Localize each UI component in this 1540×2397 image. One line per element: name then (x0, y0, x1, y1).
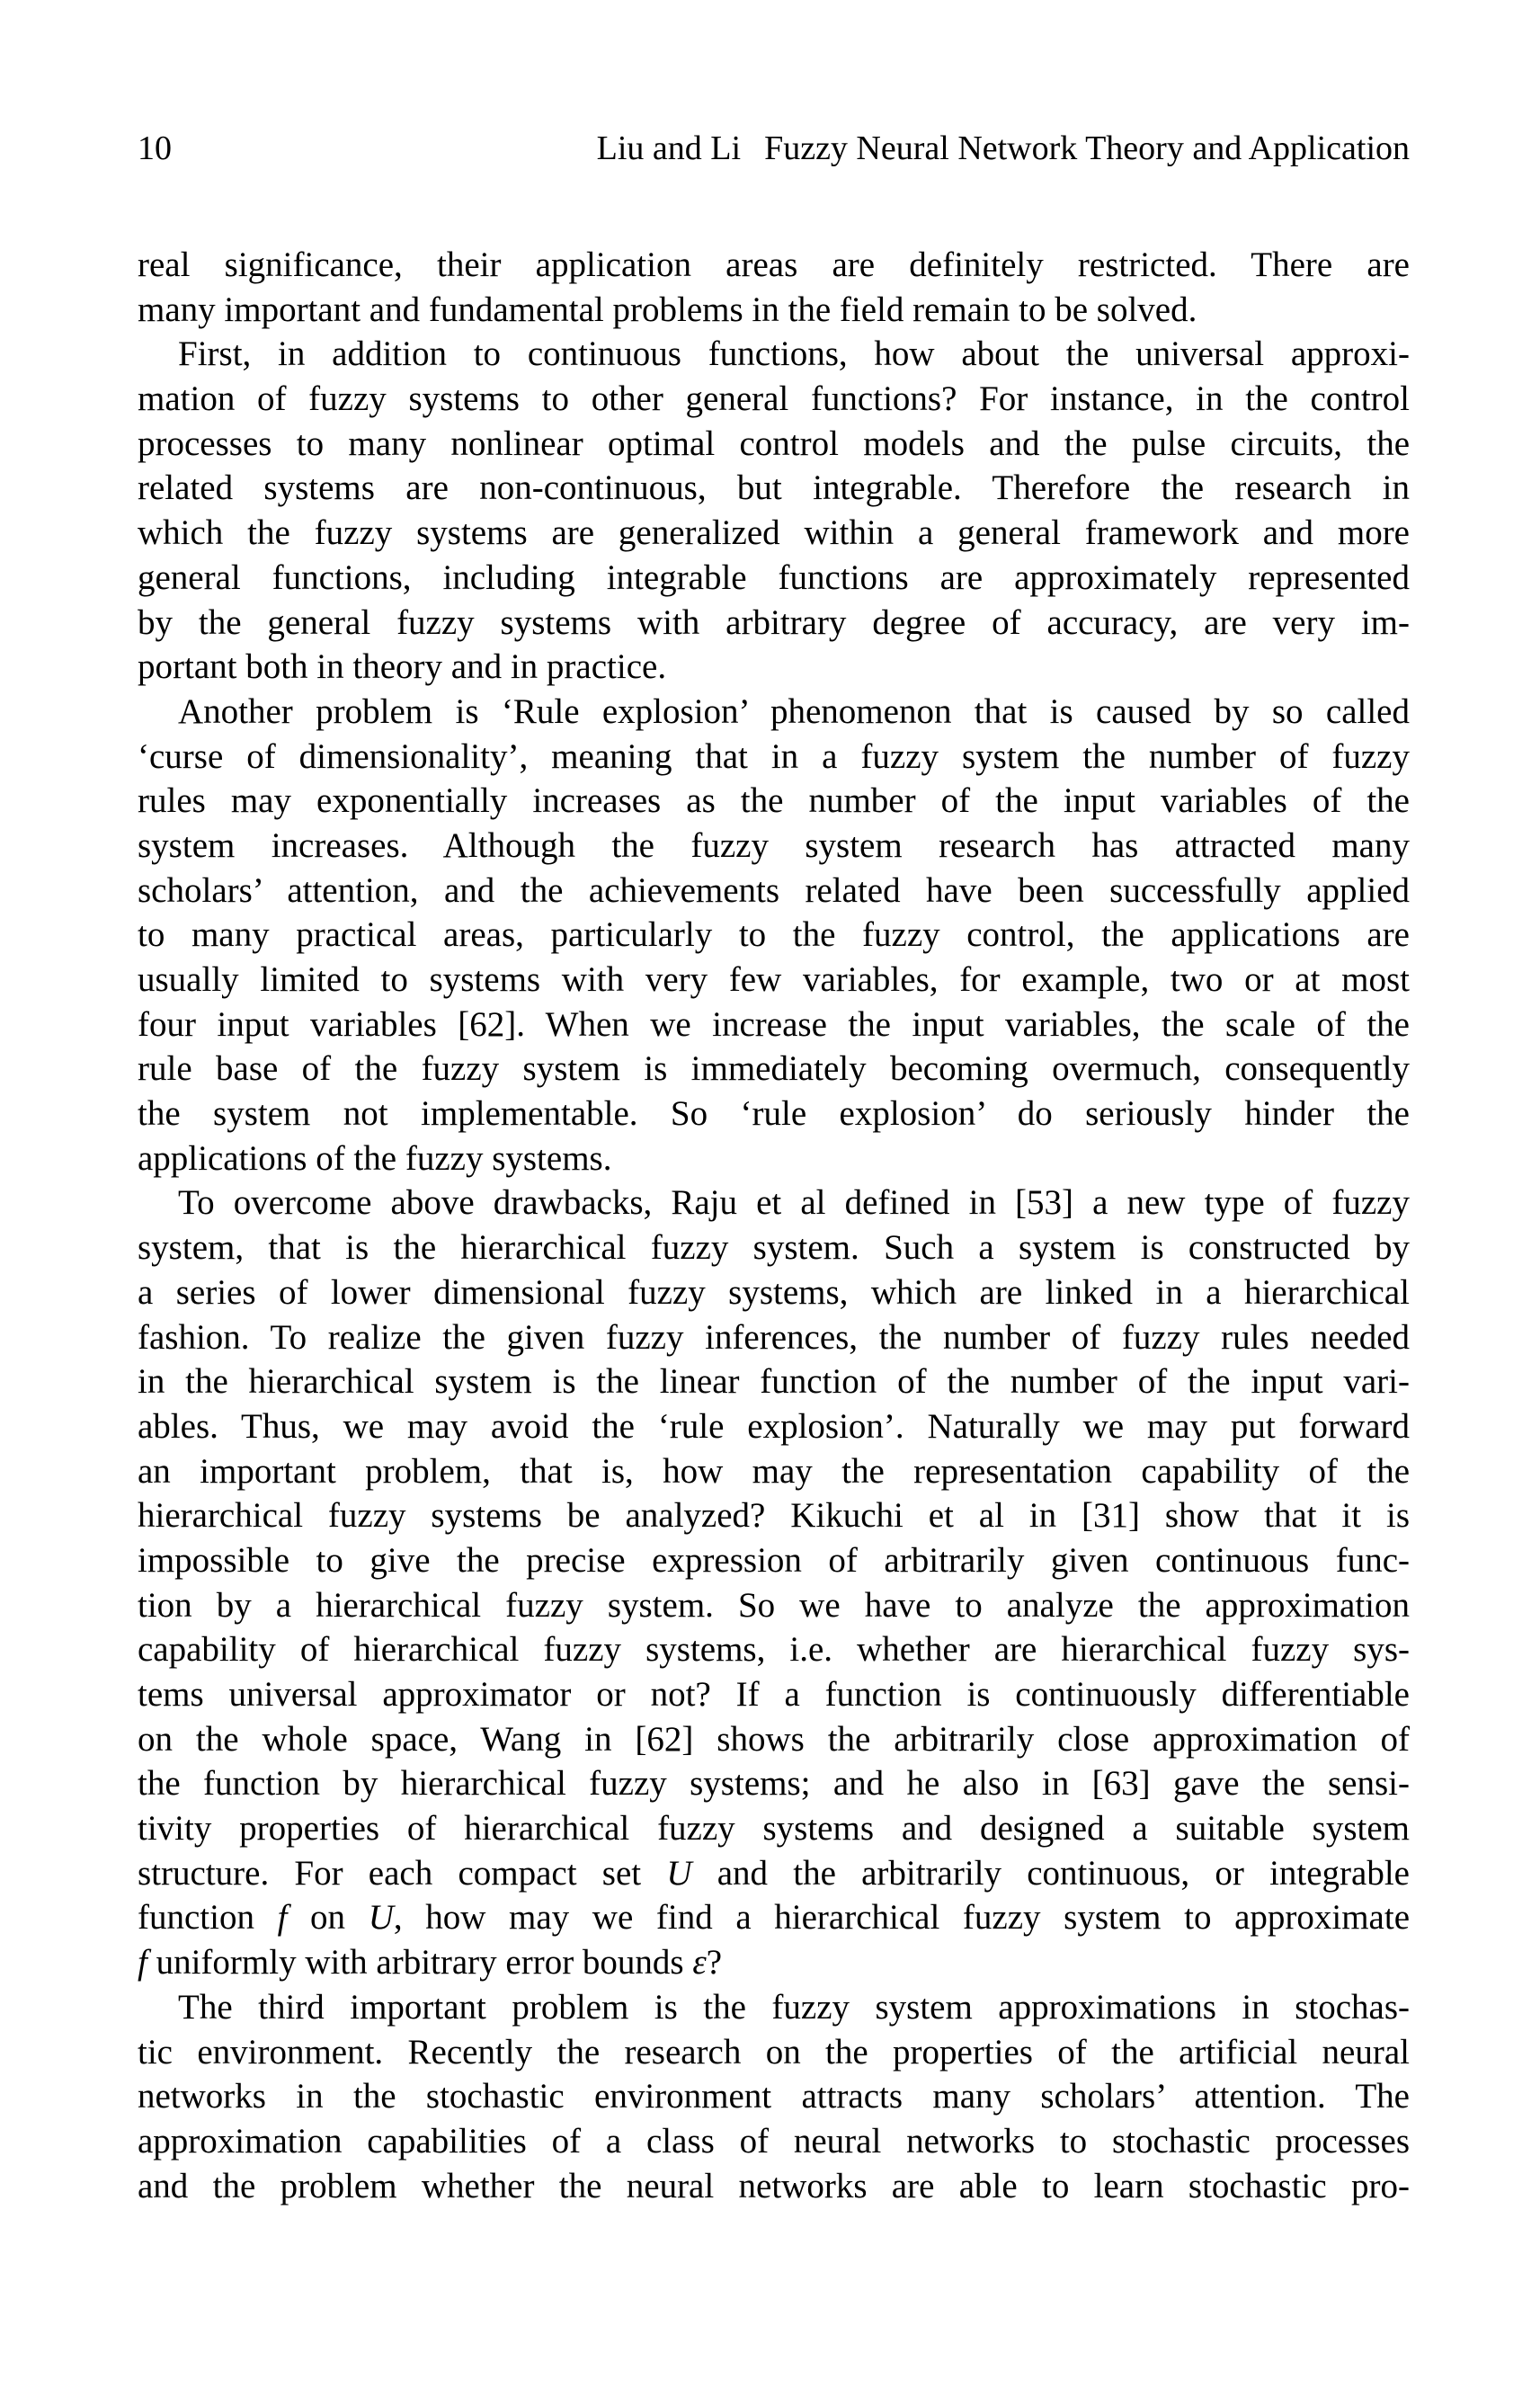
page-number: 10 (138, 129, 172, 167)
text-line: related systems are non-continuous, but integrable. Therefore the research in (138, 468, 1410, 508)
text-line: rule base of the fuzzy system is immediately becoming overmuch, consequently (138, 1049, 1410, 1089)
text-line: real significance, their application areas are definitely restricted. There are (138, 245, 1410, 284)
running-title-book: Fuzzy Neural Network Theory and Application (764, 129, 1410, 167)
paragraph-first-line: To overcome above drawbacks, Raju et al defined in [53] a new type of fuzzy (178, 1183, 1410, 1223)
running-title-authors: Liu and Li (596, 129, 742, 167)
text-line: function f on U, how may we find a hierarchical fuzzy system to approximate (138, 1898, 1410, 1938)
text-line: system, that is the hierarchical fuzzy system. Such a system is constructed by (138, 1228, 1410, 1268)
math-symbol: f (138, 1943, 147, 1983)
text-line: ables. Thus, we may avoid the ‘rule explosion’. Naturally we may put forward (138, 1406, 1410, 1446)
text-line: structure. For each compact set U and the arbitrarily continuous, or integrable (138, 1853, 1410, 1893)
text-line: to many practical areas, particularly to the fuzzy control, the applications are (138, 915, 1410, 955)
text-line: four input variables [62]. When we increase the input variables, the scale of the (138, 1004, 1410, 1044)
math-symbol: ε (692, 1943, 707, 1983)
text-line: mation of fuzzy systems to other general functions? For instance, in the control (138, 379, 1410, 419)
text-line: approximation capabilities of a class of neural networks to stochastic processes (138, 2121, 1410, 2161)
paragraph-first-line: The third important problem is the fuzzy system approximations in stochas- (178, 1987, 1410, 2027)
text-line: a series of lower dimensional fuzzy systems, which are linked in a hierarchical (138, 1272, 1410, 1312)
text-line: rules may exponentially increases as the number of the input variables of the (138, 781, 1410, 821)
body-text (138, 243, 1410, 2208)
text-line: an important problem, that is, how may the representation capability of the (138, 1451, 1410, 1491)
text-line: and the problem whether the neural networks are able to learn stochastic pro- (138, 2166, 1410, 2205)
text-line: in the hierarchical system is the linear function of the number of the input vari- (138, 1362, 1410, 1402)
text-line: many important and fundamental problems in the field remain to be solved. (138, 290, 1197, 329)
text-line: networks in the stochastic environment attracts many scholars’ attention. The (138, 2077, 1410, 2116)
math-symbol: U (666, 1853, 692, 1893)
text-line: impossible to give the precise expression of arbitrarily given continuous func- (138, 1540, 1410, 1580)
text-line: processes to many nonlinear optimal control models and the pulse circuits, the (138, 423, 1410, 463)
text-line: general functions, including integrable functions are approximately represented (138, 557, 1410, 597)
text-line: ‘curse of dimensionality’, meaning that in a fuzzy system the number of fuzzy (138, 736, 1410, 776)
text-line: tivity properties of hierarchical fuzzy systems and designed a suitable system (138, 1809, 1410, 1849)
text-line: portant both in theory and in practice. (138, 647, 667, 687)
text-line: usually limited to systems with very few variables, for example, two or at most (138, 960, 1410, 999)
text-line: applications of the fuzzy systems. (138, 1138, 612, 1178)
text-line: hierarchical fuzzy systems be analyzed? Kikuchi et al in [31] show that it is (138, 1496, 1410, 1536)
text-line: tems universal approximator or not? If a function is continuously differentiable (138, 1675, 1410, 1714)
text-line: the function by hierarchical fuzzy systems; and he also in [63] gave the sensi- (138, 1764, 1410, 1804)
text-line: on the whole space, Wang in [62] shows the arbitrarily close approximation of (138, 1719, 1410, 1759)
math-symbol: f (277, 1898, 288, 1938)
text-line: fashion. To realize the given fuzzy inferences, the number of fuzzy rules needed (138, 1317, 1410, 1357)
text-line: f uniformly with arbitrary error bounds ε? (138, 1943, 723, 1983)
paragraph-first-line: First, in addition to continuous functions, how about the universal approxi- (178, 334, 1410, 374)
text-line: capability of hierarchical fuzzy systems, i.e. whether are hierarchical fuzzy sys- (138, 1630, 1410, 1670)
text-line: the system not implementable. So ‘rule explosion’ do seriously hinder the (138, 1094, 1410, 1134)
text-line: system increases. Although the fuzzy system research has attracted many (138, 825, 1410, 865)
text-line: scholars’ attention, and the achievements related have been successfully applied (138, 870, 1410, 910)
math-symbol: U (368, 1898, 394, 1938)
text-line: tic environment. Recently the research on the properties of the artificial neural (138, 2032, 1410, 2072)
running-header (138, 126, 1410, 171)
text-line: tion by a hierarchical fuzzy system. So we have to analyze the approximation (138, 1585, 1410, 1625)
paragraph-first-line: Another problem is ‘Rule explosion’ phenomenon that is caused by so called (178, 691, 1410, 731)
text-line: by the general fuzzy systems with arbitrary degree of accuracy, are very im- (138, 602, 1410, 642)
text-line: which the fuzzy systems are generalized within a general framework and more (138, 513, 1410, 553)
running-title (597, 126, 1410, 171)
